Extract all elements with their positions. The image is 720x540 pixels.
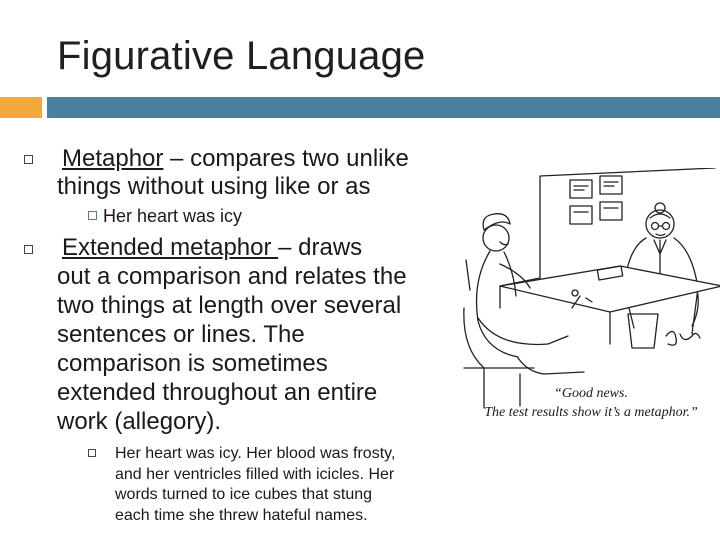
extended-line-4: sentences or lines. The [57,321,305,348]
example-line-2: and her ventricles filled with icicles. Her [115,466,395,483]
metaphor-definition-start: – compares two unlike [163,145,409,172]
metaphor-term: Metaphor [62,145,164,172]
bullet-metaphor-line1 [62,144,409,173]
example-line-4: each time she threw hateful names. [115,507,368,524]
slide-title: Figurative Language [57,34,426,78]
sub-bullet-example: Her heart was icy [103,206,243,226]
bullet-metaphor-line2: things without using like or as [57,173,371,200]
example-line-3: words turned to ice cubes that stung [115,486,373,503]
extended-line-6: extended throughout an entire [57,379,378,406]
example-line-1: Her heart was icy. Her blood was frosty, [115,445,396,462]
extended-definition-start: – draws [278,234,363,261]
bullet-extended-line1 [62,233,362,262]
square-bullet-icon [88,449,96,457]
extended-line-2: out a comparison and relates the [57,263,407,290]
accent-bar-orange [0,97,42,118]
square-bullet-icon [24,245,33,254]
accent-bar-blue [47,97,720,118]
cartoon-caption [462,384,720,422]
extended-line-5: comparison is sometimes [57,350,328,377]
extended-line-7: work (allegory). [57,408,222,435]
hollow-square-sub-bullet-icon [88,211,97,220]
caption-line-2: The test results show it’s a metaphor.” [484,405,698,420]
extended-line-3: two things at length over several [57,292,402,319]
square-bullet-icon [24,155,33,164]
extended-metaphor-term: Extended metaphor [62,234,279,261]
caption-line-1: “Good news. [554,386,628,401]
